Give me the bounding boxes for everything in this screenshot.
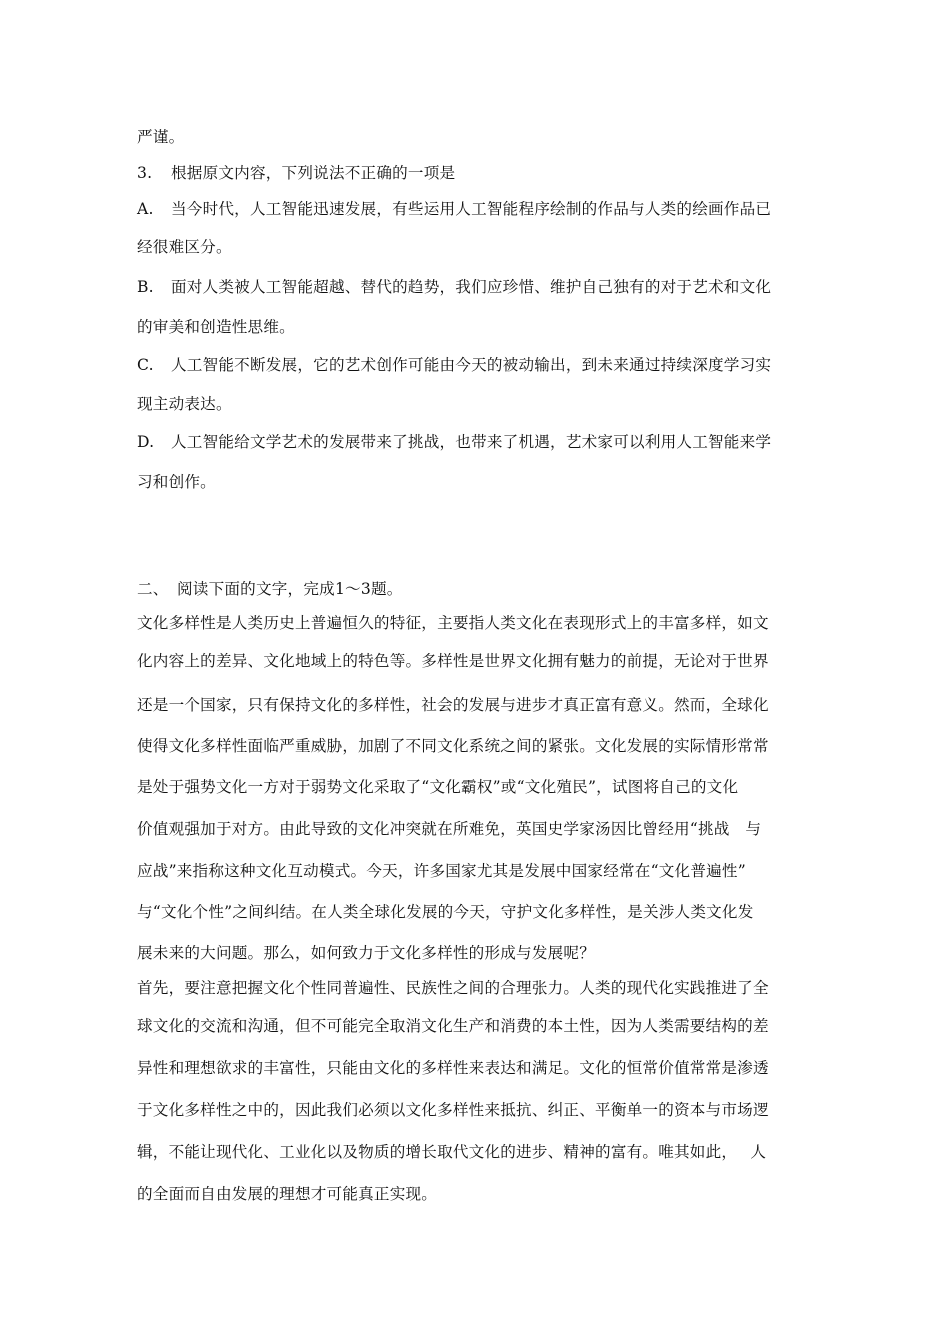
option-c-line2: 现主动表达。 <box>137 395 232 413</box>
option-b-line1 <box>137 276 771 298</box>
section-2-heading <box>137 578 403 600</box>
para1-line: 展未来的大问题。那么，如何致力于文化多样性的形成与发展呢？ <box>137 944 596 962</box>
para1-line: 还是一个国家，只有保持文化的多样性，社会的发展与进步才真正富有意义。然而，全球化 <box>137 696 769 714</box>
option-text: 当今时代，人工智能迅速发展，有些运用人工智能程序绘制的作品与人类的绘画作品已 <box>171 200 772 218</box>
option-label: D. <box>137 433 155 451</box>
para1-line: 是处于强势文化一方对于弱势文化采取了“文化霸权”或“文化殖民”，试图将自己的文化 <box>137 778 739 796</box>
para1-line: 文化多样性是人类历史上普遍恒久的特征，主要指人类文化在表现形式上的丰富多样，如文 <box>137 614 769 632</box>
option-a-line1 <box>137 198 771 220</box>
question-3-stem <box>137 162 455 184</box>
question-text: 根据原文内容，下列说法不正确的一项是 <box>171 164 456 182</box>
option-b-line2: 的审美和创造性思维。 <box>137 318 295 336</box>
para2-line: 辑，不能让现代化、工业化以及物质的增长取代文化的进步、精神的富有。唯其如此， 人 <box>137 1143 767 1161</box>
option-a-line2: 经很难区分。 <box>137 238 232 256</box>
section-number: 二、 <box>137 580 169 598</box>
option-text: 面对人类被人工智能超越、替代的趋势，我们应珍惜、维护自己独有的对于艺术和文化 <box>171 278 772 296</box>
prev-question-tail: 严谨。 <box>137 128 185 146</box>
para2-line: 首先，要注意把握文化个性同普遍性、民族性之间的合理张力。人类的现代化实践推进了全 <box>137 979 769 997</box>
para1-line: 应战”来指称这种文化互动模式。今天，许多国家尤其是发展中国家经常在“文化普遍性” <box>137 862 746 880</box>
para2-line: 异性和理想欲求的丰富性，只能由文化的多样性来表达和满足。文化的恒常价值常常是渗透 <box>137 1059 769 1077</box>
para1-line: 化内容上的差异、文化地域上的特色等。多样性是世界文化拥有魅力的前提，无论对于世界 <box>137 652 769 670</box>
option-d-line2: 习和创作。 <box>137 473 216 491</box>
para1-line: 与“文化个性”之间纠结。在人类全球化发展的今天，守护文化多样性，是关涉人类文化发 <box>137 903 754 921</box>
option-label: C. <box>137 356 154 374</box>
para2-line: 的全面而自由发展的理想才可能真正实现。 <box>137 1185 438 1203</box>
option-text: 人工智能不断发展，它的艺术创作可能由今天的被动输出，到未来通过持续深度学习实 <box>171 356 772 374</box>
option-text: 人工智能给文学艺术的发展带来了挑战，也带来了机遇，艺术家可以利用人工智能来学 <box>171 433 772 451</box>
option-d-line1 <box>137 431 771 453</box>
option-c-line1 <box>137 354 771 376</box>
para2-line: 于文化多样性之中的，因此我们必须以文化多样性来抵抗、纠正、平衡单一的资本与市场逻 <box>137 1101 769 1119</box>
para2-line: 球文化的交流和沟通，但不可能完全取消文化生产和消费的本土性，因为人类需要结构的差 <box>137 1017 769 1035</box>
option-label: A. <box>137 200 154 218</box>
para1-line: 使得文化多样性面临严重威胁，加剧了不同文化系统之间的紧张。文化发展的实际情形常常 <box>137 737 769 755</box>
option-label: B. <box>137 278 154 296</box>
section-instruction: 阅读下面的文字，完成1～3题。 <box>177 580 403 598</box>
question-number: 3. <box>137 164 153 182</box>
para1-line: 价值观强加于对方。由此导致的文化冲突就在所难免，英国史学家汤因比曾经用“挑战 与 <box>137 820 762 838</box>
